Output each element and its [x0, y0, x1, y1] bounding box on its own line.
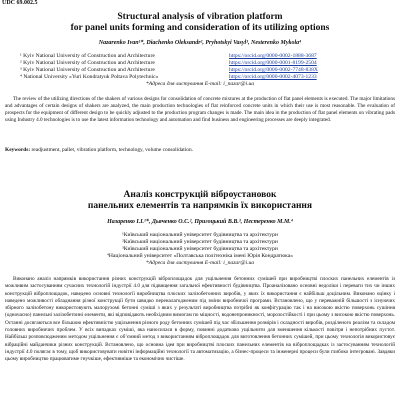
orcid-link[interactable]: https://orcid.org/0000-0002-4073-1233 — [229, 74, 317, 80]
english-abstract: The review of the utilizing directions of the shakers of various designs for consolidation of concrete mixtures at the production of flat panel elements is executed. The major limitations and advantages of certain designs of shakers are analyzed, the main production technologies of flat reinforced concrete units in which their use is most reasonable. The evaluation of prospects for the equipment of different design to be quickly adjusted to the production program changes is made. The main idea in the production of flat panel elements on vibrating pads using Industry 4.0 technologies is to use the latest information technology and automation and find business and engineering processes are deeply integrated. — [5, 96, 395, 123]
ukrainian-email: *Адреса для листування E-mail: i_nazar@i.ua — [145, 260, 255, 266]
ukrainian-body-text: Виконано аналіз напрямків використання різних конструкцій віброплощадок для ущільнення бетонних сумішей при виробництві плоских панельних елементів із можливим застосуванням сучасних технологій індустрії 4.0 для підвищення загальної ефективності будівництва. Проаналізовано основні недоліки і переваги тих чи інших конструкцій віброплощадок, наведено основні технології виробництва плоских залізобетонних виробів, у яких їх використання є найбільш доцільним. Виконано оцінку і наведено можливості обладнання різної конструкції бути швидко переналагодженим під зміни виробничої програми. Встановлено, що у переважній більшості з існуючих збірного залізобетону використовують малорухомі бетонні суміші з яких у результаті виробництва потрібні як конфігурацію так і на високою якістю поверхонь сушіння (одночасно) панельні залізобетонні елементи, які відповідають необхідним вимогам по міцності, водонепроникності, морозостійкості і при цьому з високою якістю поверхонь. Останні досягаються все більшою ефективністю ущільнення різного роду бетонних сумішей під час збільшення розмірів і складності виробів, розділеного реалізм та складом головних виробничих проблем. У всіх випадках сумішi, яка наносилася в форму, повинні додатково ущільнити для зменшення кількості повітря і непотрібних пустот. Найбільш розповсюдженим методом ущільнення є об’ємний метод з використанням віброплощадок для виготовлення бетонних сумішей, при цьому технологія використовує вібраційні майданчики різних конструкцій. Встановлено, що основна ідея при виробництві плоских панельних елементів на віброплощадках із застосуванням технологій індустрії 4.0 полягає в тому, щоб використовувати новітні інформаційні технології та автоматизацію, а бізнес-процеси та інженерні процеси були глибоко інтегровані. Завдяки цьому виробництво працюватиме гнучкіше, ефективніше та економічно чистіше. — [5, 276, 395, 363]
keywords-label: Keywords: — [5, 147, 31, 153]
english-title-line-2: for panel units forming and consideration of its utilizing options — [70, 23, 330, 33]
orcid-link[interactable]: https://orcid.org/0000-0001-8199-2504 — [229, 60, 317, 66]
affiliation-text: ³ Kyiv National University of Construction and Architecture — [20, 67, 155, 73]
english-email: *Адреса для листування E-mail: i_nazar@i.ua — [145, 81, 255, 87]
affiliation-row — [20, 53, 400, 60]
orcid-link[interactable]: https://orcid.org/0000-0002-1888-3687 — [229, 53, 317, 59]
ukrainian-affiliation: ⁴Національний університет «Полтавська політехніка імені Юрія Кондратюка» — [106, 253, 294, 259]
ukrainian-title-line-1: Аналіз конструкцій віброустановок — [123, 190, 277, 200]
orcid-link[interactable]: https://orcid.org/0000-0002-7748-838X — [229, 67, 318, 73]
ukrainian-affiliation: ¹Київський національний університет будівництва та архітектури — [122, 232, 278, 238]
udc-code: UDC 69.002.5 — [2, 0, 38, 6]
affiliation-row — [20, 74, 400, 81]
english-title-line-1: Structural analysis of vibration platform — [117, 12, 283, 22]
affiliation-row — [20, 60, 400, 67]
keywords-text: readjustment, pallet, vibration platform, technology, volume consolidation. — [31, 147, 193, 153]
ukrainian-affiliation: ²Київський національний університет будівництва та архітектури — [122, 239, 278, 245]
affiliation-row — [20, 67, 400, 74]
english-keywords — [5, 147, 395, 154]
english-authors: Nazarenko Ivan¹*, Diachenko Oleksandr², Pryhotskyi Vasyl³, Nesterenko Mykola⁴ — [98, 40, 302, 46]
ukrainian-affiliation: ³Київський національний університет будівництва та архітектури — [122, 246, 278, 252]
ukrainian-title-line-2: панельних елементів та напрямків їх використання — [87, 201, 313, 211]
ukrainian-authors: Назаренко І.І.¹*, Дьяченко О.С.², Пригоцький В.В.³, Нестеренко М.М.⁴ — [107, 219, 293, 225]
affiliation-text: ¹ Kyiv National University of Construction and Architecture — [20, 53, 155, 59]
affiliation-text: ⁴ National University «Yuri Kondratyuk Poltava Polytechnic» — [20, 74, 159, 80]
affiliation-text: ² Kyiv National University of Construction and Architecture — [20, 60, 155, 66]
